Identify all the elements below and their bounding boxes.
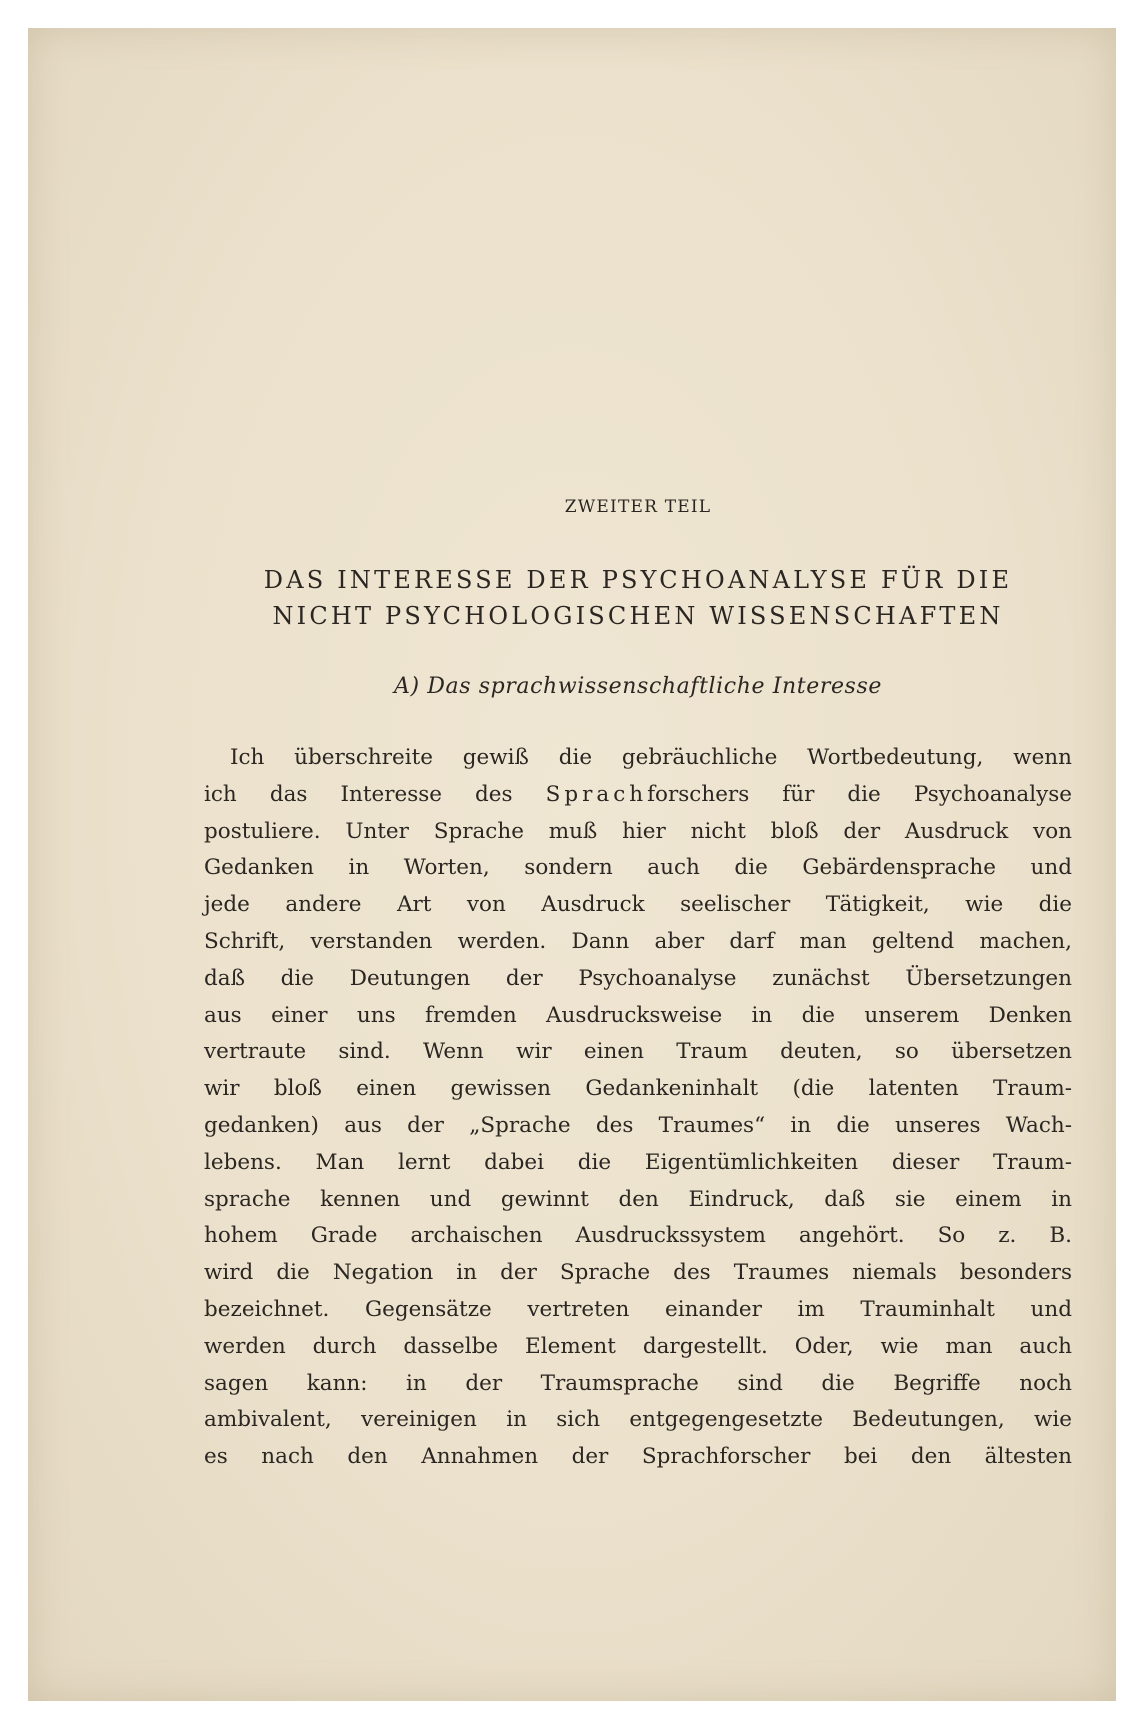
text-line: wird die Negation in der Sprache des Traumes niemals besonders (204, 1260, 1072, 1286)
text-fragment: ich das Interesse des (204, 781, 546, 807)
text-fragment: forschers für die Psychoanalyse (647, 781, 1072, 807)
section-heading: A) Das sprachwissenschaftliche Interesse (394, 674, 882, 699)
spaced-emphasis: Sprach (545, 781, 648, 807)
text-line: gedanken) aus der „Sprache des Traumes“ in die unseres Wach- (204, 1112, 1072, 1138)
text-line: lebens. Man lernt dabei die Eigentümlichkeiten dieser Traum- (204, 1149, 1072, 1175)
text-line: sagen kann: in der Traumsprache sind die Begriffe noch (204, 1370, 1072, 1396)
text-line: Schrift, verstanden werden. Dann aber darf man geltend machen, (204, 928, 1072, 954)
part-label: ZWEITER TEIL (564, 497, 712, 517)
text-line: hohem Grade archaischen Ausdruckssystem angehört. So z. B. (204, 1223, 1072, 1249)
book-page (28, 28, 1116, 1701)
text-line: vertraute sind. Wenn wir einen Traum deuten, so übersetzen (204, 1039, 1072, 1065)
chapter-title-line-2: NICHT PSYCHOLOGISCHEN WISSENSCHAFTEN (272, 602, 1004, 630)
chapter-title-line-1: DAS INTERESSE DER PSYCHOANALYSE FÜR DIE (263, 566, 1013, 594)
text-line: postuliere. Unter Sprache muß hier nicht bloß der Ausdruck von (204, 818, 1072, 844)
text-line: daß die Deutungen der Psychoanalyse zunächst Übersetzungen (204, 965, 1072, 991)
text-line: sprache kennen und gewinnt den Eindruck, daß sie einem in (204, 1186, 1072, 1212)
text-line: bezeichnet. Gegensätze vertreten einander im Trauminhalt und (204, 1296, 1072, 1322)
text-line (204, 777, 1072, 814)
text-line: jede andere Art von Ausdruck seelischer Tätigkeit, wie die (204, 892, 1072, 918)
text-line: werden durch dasselbe Element dargestellt. Oder, wie man auch (204, 1333, 1072, 1359)
text-line: Ich überschreite gewiß die gebräuchliche Wortbedeutung, wenn (230, 745, 1072, 770)
text-line: Gedanken in Worten, sondern auch die Gebärdensprache und (204, 855, 1072, 881)
text-line: aus einer uns fremden Ausdrucksweise in die unserem Denken (204, 1002, 1072, 1028)
body-paragraph (204, 740, 1072, 1476)
text-line: es nach den Annahmen der Sprachforscher bei den ältesten (204, 1444, 1072, 1470)
text-line: wir bloß einen gewissen Gedankeninhalt (die latenten Traum- (204, 1076, 1072, 1102)
text-line: ambivalent, vereinigen in sich entgegengesetzte Bedeutungen, wie (204, 1407, 1072, 1433)
